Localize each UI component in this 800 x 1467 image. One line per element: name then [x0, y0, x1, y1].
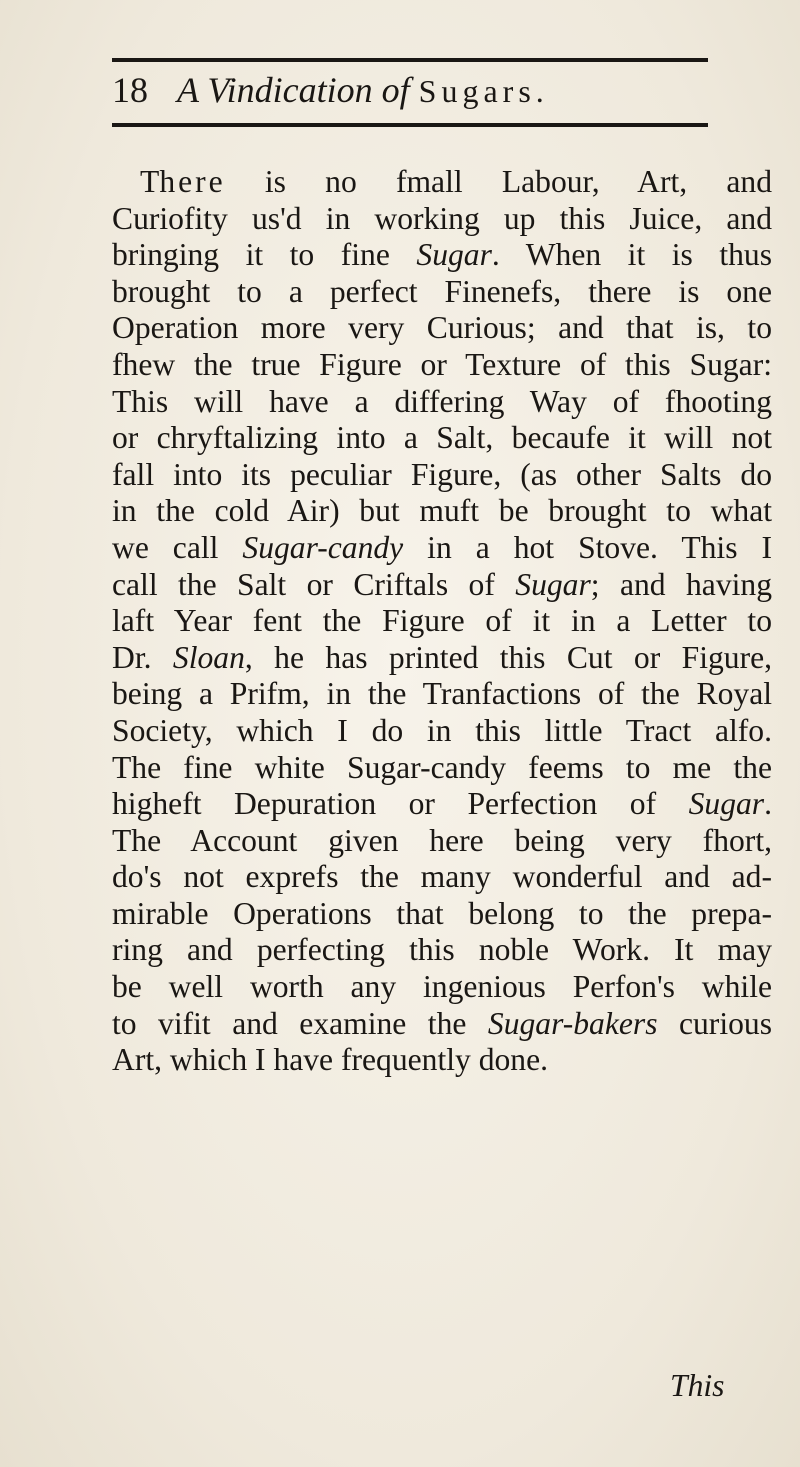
text-line [112, 1006, 772, 1043]
text-fragment: fall into its peculiar Figure, (as other Salts do [112, 456, 772, 492]
text-line [112, 237, 772, 274]
body-text [112, 164, 772, 1079]
text-fragment: . When it is thus [491, 237, 773, 273]
text-line [112, 713, 772, 750]
text-fragment: ; and having [590, 566, 772, 602]
text-fragment: in a hot Stove. This I [403, 529, 772, 565]
text-fragment: laft Year fent the Figure of it in a Letter to [112, 603, 772, 639]
text-line [112, 640, 772, 677]
text-fragment: brought to a perfect Finenefs, there is one [112, 273, 772, 309]
text-line [112, 786, 772, 823]
drop-initial: T [140, 164, 160, 199]
italic-word: Sugar-bakers [487, 1005, 658, 1041]
italic-word: Sloan [172, 639, 245, 675]
text-line [112, 420, 772, 457]
text-fragment: ring and perfecting this noble Work. It may [112, 932, 772, 968]
running-header [112, 66, 732, 114]
text-fragment: fhew the true Figure or Texture of this Sugar: [112, 346, 772, 382]
page-number: 18 [112, 70, 148, 110]
italic-word: Sugar [515, 566, 591, 602]
text-line [112, 274, 772, 311]
text-line [112, 969, 772, 1006]
text-fragment: mirable Operations that belong to the prepa- [112, 895, 772, 931]
text-fragment: Curiofity us'd in working up this Juice, and [112, 200, 772, 236]
text-fragment: Society, which I do in this little Tract alfo. [112, 712, 772, 748]
text-fragment: to vifit and examine the [112, 1005, 488, 1041]
text-line [112, 603, 772, 640]
text-fragment: we call [112, 529, 243, 565]
text-fragment: being a Prifm, in the Tranfactions of the Royal [112, 676, 772, 712]
running-title-italic: A Vindication of [177, 70, 410, 110]
text-line [112, 164, 772, 201]
text-fragment: The fine white Sugar-candy feems to me the [112, 749, 772, 785]
text-fragment: bringing it to fine [112, 237, 417, 273]
catchword: This [670, 1368, 725, 1403]
text-line [112, 530, 772, 567]
text-line [112, 347, 772, 384]
text-line [112, 932, 772, 969]
text-fragment: call the Salt or Criftals of [112, 566, 516, 602]
text-fragment: Art, which I have frequently done. [112, 1042, 549, 1078]
italic-word: Sugar [416, 237, 492, 273]
text-fragment: in the cold Air) but muft be brought to what [112, 493, 772, 529]
text-line [112, 859, 772, 896]
text-line [112, 676, 772, 713]
text-fragment: is no fmall Labour, Art, and [225, 164, 772, 199]
text-fragment: curious [657, 1005, 772, 1041]
text-line [112, 567, 772, 604]
running-title-caps: Sugars. [418, 73, 549, 109]
text-line [112, 1042, 772, 1079]
italic-word: Sugar [688, 786, 765, 822]
text-fragment: do's not exprefs the many wonderful and ad- [112, 859, 772, 895]
text-fragment: or chryftalizing into a Salt, becaufe it will not [112, 420, 772, 456]
text-line [112, 896, 772, 933]
italic-word: Sugar-candy [242, 529, 404, 565]
text-fragment: higheft Depuration or Perfection of [112, 786, 689, 822]
text-line [112, 201, 772, 238]
text-fragment: , he has printed this Cut or Figure, [244, 639, 773, 675]
text-fragment: This will have a differing Way of fhooting [112, 383, 772, 419]
text-line [112, 457, 772, 494]
text-line [112, 310, 772, 347]
text-fragment: The Account given here being very fhort, [112, 822, 772, 858]
text-line [112, 823, 772, 860]
text-line [112, 384, 772, 421]
text-fragment: Dr. [112, 639, 173, 675]
text-fragment: be well worth any ingenious Perfon's while [112, 969, 772, 1005]
text-line [112, 750, 772, 787]
text-fragment: Operation more very Curious; and that is, to [112, 310, 772, 346]
small-caps-word: here [159, 164, 226, 199]
text-line [112, 493, 772, 530]
header-rule [112, 123, 708, 127]
text-fragment: . [764, 786, 772, 822]
top-rule [112, 58, 708, 62]
